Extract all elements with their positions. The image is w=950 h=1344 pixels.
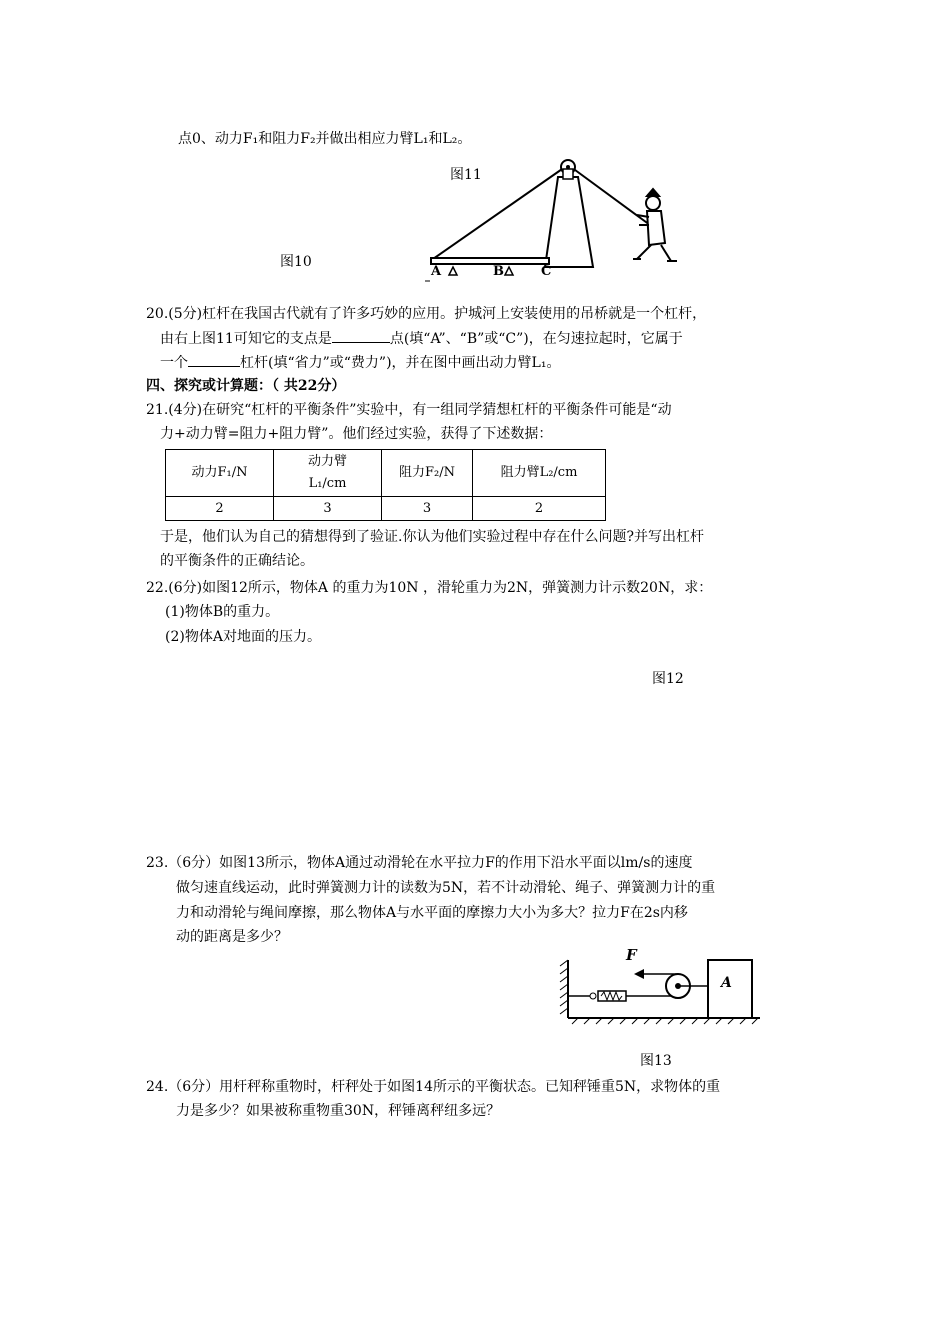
header-f2: 阻力F₂/N	[382, 450, 473, 497]
table-header-row	[166, 450, 606, 497]
q20-blank-lever-type[interactable]	[188, 352, 240, 367]
header-l1: 动力臂 L₁/cm	[274, 450, 382, 497]
pulley-system-figure	[560, 950, 770, 1025]
q22-sub2: (2)物体A对地面的压力。	[165, 629, 321, 645]
drawbridge-figure	[425, 155, 695, 285]
q21-line1: 21.(4分)在研究“杠杆的平衡条件”实验中，有一组同学猜想杠杆的平衡条件可能是“动	[146, 402, 672, 418]
experiment-table	[165, 449, 606, 521]
figure-10-caption: 图10	[280, 254, 312, 270]
header-l2: 阻力臂L₂/cm	[473, 450, 606, 497]
figure-11-caption: 图11	[450, 167, 482, 183]
value-l2: 2	[473, 497, 606, 521]
point-a-label: A	[431, 264, 442, 279]
table-row	[166, 497, 606, 521]
value-f2: 3	[382, 497, 473, 521]
q23-line4: 动的距离是多少？	[176, 929, 288, 945]
section-4-heading: 四、探究或计算题：（ 共22分）	[146, 378, 346, 394]
support-a-icon	[449, 267, 457, 275]
point-c-label: C	[541, 264, 552, 279]
q21-line2: 力+动力臂=阻力+阻力臂”。他们经过实验，获得了下述数据：	[160, 426, 553, 442]
q22-sub1: (1)物体B的重力。	[165, 604, 280, 620]
intro-line: 点0、动力F₁和阻力F₂并做出相应力臂L₁和L₂。	[178, 131, 472, 147]
q20-line2: 由右上图11可知它的支点是 点(填“A”、“B”或“C”)，在匀速拉起时，它属于	[160, 328, 683, 349]
figure-12-caption: 图12	[652, 671, 684, 687]
point-b-label: B	[493, 264, 504, 279]
value-l1: 3	[274, 497, 382, 521]
value-f1: 2	[166, 497, 274, 521]
man-pulling-icon	[633, 189, 677, 261]
header-f1: 动力F₁/N	[166, 450, 274, 497]
q20-blank-fulcrum[interactable]	[332, 328, 390, 343]
q20-line3: 一个 杠杆(填“省力”或“费力”)，并在图中画出动力臂L₁。	[160, 352, 560, 373]
q24-line2: 力是多少？如果被称重物重30N，秤锤离秤纽多远？	[176, 1103, 501, 1119]
arrow-left-icon	[634, 969, 644, 979]
support-b-icon	[505, 267, 513, 275]
q23-line1: 23.（6分）如图13所示，物体A通过动滑轮在水平拉力F的作用下沿水平面以lm/s的速度	[146, 855, 693, 871]
force-f-label: F	[626, 946, 637, 964]
figure-13-caption: 图13	[640, 1053, 672, 1069]
q23-line3: 力和动滑轮与绳间摩擦，那么物体A与水平面的摩擦力大小为多大？拉力F在2s内移	[176, 905, 688, 921]
q20-line1: 20.(5分)杠杆在我国古代就有了许多巧妙的应用。护城河上安装使用的吊桥就是一个杠杆，	[146, 306, 707, 322]
block-a-label: A	[721, 975, 732, 991]
q21-after1: 于是，他们认为自己的猜想得到了验证.你认为他们实验过程中存在什么问题?并写出杠杆	[160, 529, 704, 545]
q21-after2: 的平衡条件的正确结论。	[160, 553, 314, 569]
q24-line1: 24.（6分）用杆秤称重物时，杆秤处于如图14所示的平衡状态。已知秤锤重5N，求物体的重	[146, 1079, 721, 1095]
q22-line1: 22.(6分)如图12所示，物体A 的重力为10N ，滑轮重力为2N，弹簧测力计示数20N，求：	[146, 580, 713, 596]
q23-line2: 做匀速直线运动，此时弹簧测力计的读数为5N，若不计动滑轮、绳子、弹簧测力计的重	[176, 880, 716, 896]
